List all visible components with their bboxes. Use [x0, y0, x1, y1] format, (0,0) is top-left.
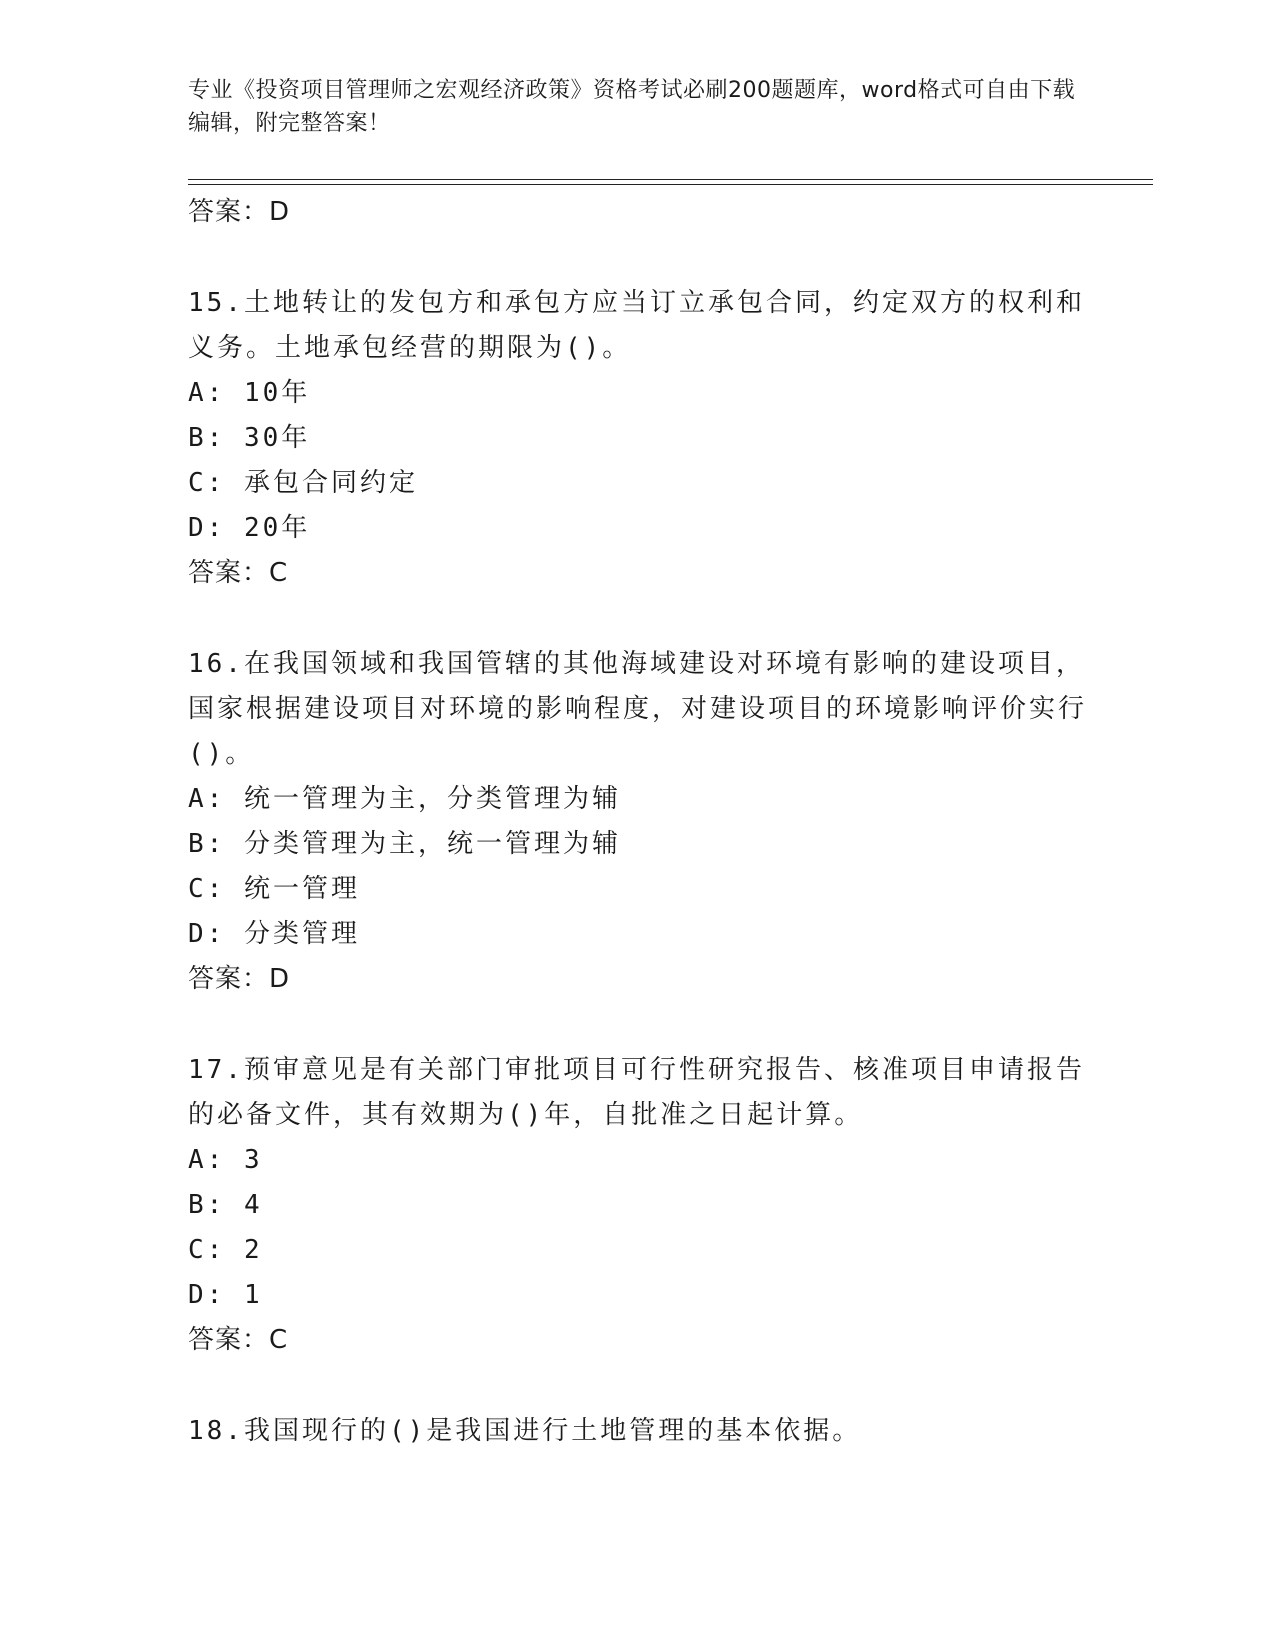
- option-a: A: 统一管理为主，分类管理为辅: [188, 784, 621, 814]
- option-b: B: 4: [188, 1190, 263, 1220]
- question-stem: 15.土地转让的发包方和承包方应当订立承包合同，约定双方的权利和义务。土地承包经营的期限为()。: [188, 288, 1085, 363]
- question-stem: 16.在我国领域和我国管辖的其他海域建设对环境有影响的建设项目，国家根据建设项目对环境的影响程度，对建设项目的环境影响评价实行()。: [188, 649, 1088, 769]
- option-d: D: 1: [188, 1280, 263, 1310]
- header-divider-top: [188, 179, 1153, 180]
- spacer: [188, 1002, 1088, 1048]
- option-a: A: 3: [188, 1145, 263, 1175]
- spacer: [188, 596, 1088, 642]
- question-17: [188, 1048, 1088, 1363]
- spacer: [188, 1363, 1088, 1409]
- option-b: B: 分类管理为主，统一管理为辅: [188, 829, 621, 859]
- option-c: C: 承包合同约定: [188, 468, 418, 498]
- answer-line: 答案：C: [188, 1325, 289, 1355]
- answer-line: 答案：C: [188, 558, 289, 588]
- question-18: [188, 1409, 1088, 1454]
- question-16: [188, 642, 1088, 1002]
- option-b: B: 30年: [188, 423, 311, 453]
- option-d: D: 20年: [188, 513, 311, 543]
- previous-answer: 答案：D: [188, 197, 291, 227]
- answer-line: 答案：D: [188, 964, 291, 994]
- spacer: [188, 235, 1088, 281]
- option-d: D: 分类管理: [188, 919, 360, 949]
- option-c: C: 2: [188, 1235, 263, 1265]
- header-divider-bottom: [188, 184, 1153, 185]
- question-list: [188, 190, 1088, 1454]
- option-a: A: 10年: [188, 378, 311, 408]
- question-15: [188, 281, 1088, 596]
- option-c: C: 统一管理: [188, 874, 360, 904]
- page-header-title: 专业《投资项目管理师之宏观经济政策》资格考试必刷200题题库，word格式可自由下载编辑，附完整答案！: [188, 78, 1076, 136]
- question-stem: 18.我国现行的()是我国进行土地管理的基本依据。: [188, 1416, 862, 1446]
- question-stem: 17.预审意见是有关部门审批项目可行性研究报告、核准项目申请报告的必备文件，其有效期为()年，自批准之日起计算。: [188, 1055, 1085, 1130]
